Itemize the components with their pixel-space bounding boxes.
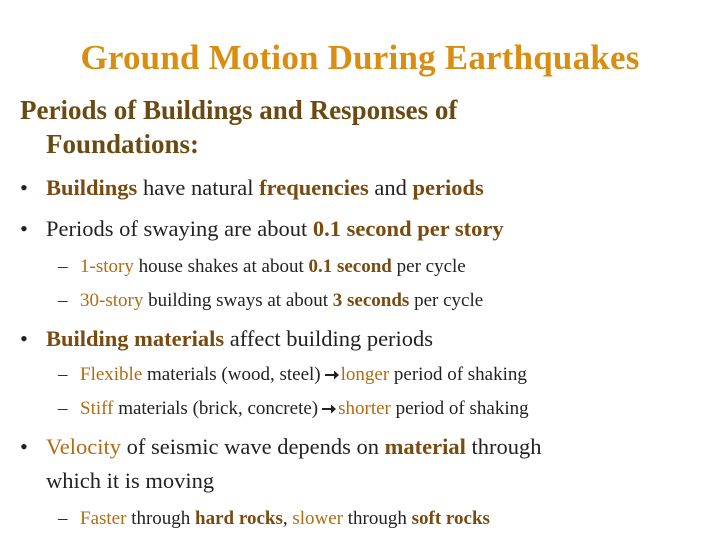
bullet-marker: • (20, 175, 28, 200)
bullet-text: of seismic wave depends on (120, 434, 385, 459)
bullet-text: Faster (80, 508, 127, 529)
bullet-text: 0.1 second (308, 256, 392, 277)
bullet-text: per cycle (409, 290, 484, 311)
bullet-marker: • (20, 216, 28, 241)
bullet-swaying-period (20, 216, 504, 242)
bullet-text: 1-story (80, 256, 134, 277)
subbullet-rocks (58, 508, 490, 530)
bullet-text: through (126, 508, 196, 529)
bullet-text: 0.1 second per story (312, 216, 504, 241)
bullet-buildings-frequencies (20, 175, 484, 201)
bullet-text: period of shaking (390, 398, 529, 419)
bullet-text: and (368, 175, 413, 200)
subbullet-marker: – (58, 398, 68, 419)
bullet-text: longer (340, 364, 390, 385)
right-arrow-icon (325, 369, 339, 381)
section-heading-line-2: Foundations: (46, 129, 200, 159)
bullet-text: materials (wood, steel) (142, 364, 321, 385)
subbullet-marker: – (58, 256, 68, 277)
subbullet-stiff (58, 398, 529, 420)
section-heading (20, 93, 700, 161)
bullet-text: period of shaking (389, 364, 527, 385)
bullet-text: building sways at about (143, 290, 333, 311)
bullet-text: Periods of swaying are about (46, 216, 313, 241)
bullet-text: 3 seconds (332, 290, 410, 311)
bullet-text: periods (412, 175, 484, 200)
bullet-text: Velocity (46, 434, 121, 459)
bullet-text: per cycle (391, 256, 466, 277)
bullet-text: have natural (137, 175, 260, 200)
bullet-text: materials (brick, concrete) (113, 398, 319, 419)
bullet-text: , (282, 508, 293, 529)
subbullet-marker: – (58, 508, 68, 529)
bullet-text: house shakes at about (133, 256, 309, 277)
bullet-text: Buildings (46, 175, 138, 200)
bullet-building-materials (20, 326, 433, 352)
bullet-text: soft rocks (411, 508, 490, 529)
bullet-marker: • (20, 434, 28, 459)
subbullet-one-story (58, 256, 466, 278)
bullet-text: Building materials (46, 326, 225, 351)
bullet-text: 30-story (80, 290, 144, 311)
subbullet-flexible (58, 364, 527, 386)
subbullet-marker: – (58, 364, 68, 385)
bullet-velocity-line-2: which it is moving (46, 468, 215, 493)
right-arrow-icon (322, 403, 336, 415)
bullet-text: Stiff (80, 398, 114, 419)
bullet-text: hard rocks (195, 508, 283, 529)
bullet-text: Flexible (80, 364, 143, 385)
subbullet-thirty-story (58, 290, 483, 312)
bullet-text: shorter (338, 398, 391, 419)
subbullet-marker: – (58, 290, 68, 311)
section-heading-line-1: Periods of Buildings and Responses of (20, 95, 458, 125)
bullet-text: material (384, 434, 466, 459)
bullet-text: through (343, 508, 412, 529)
bullet-text: frequencies (259, 175, 369, 200)
bullet-text: affect building periods (224, 326, 434, 351)
bullet-marker: • (20, 326, 28, 351)
bullet-velocity-line-1 (20, 434, 542, 460)
bullet-text: through (465, 434, 542, 459)
page-title: Ground Motion During Earthquakes (80, 38, 640, 77)
bullet-text: slower (292, 508, 344, 529)
